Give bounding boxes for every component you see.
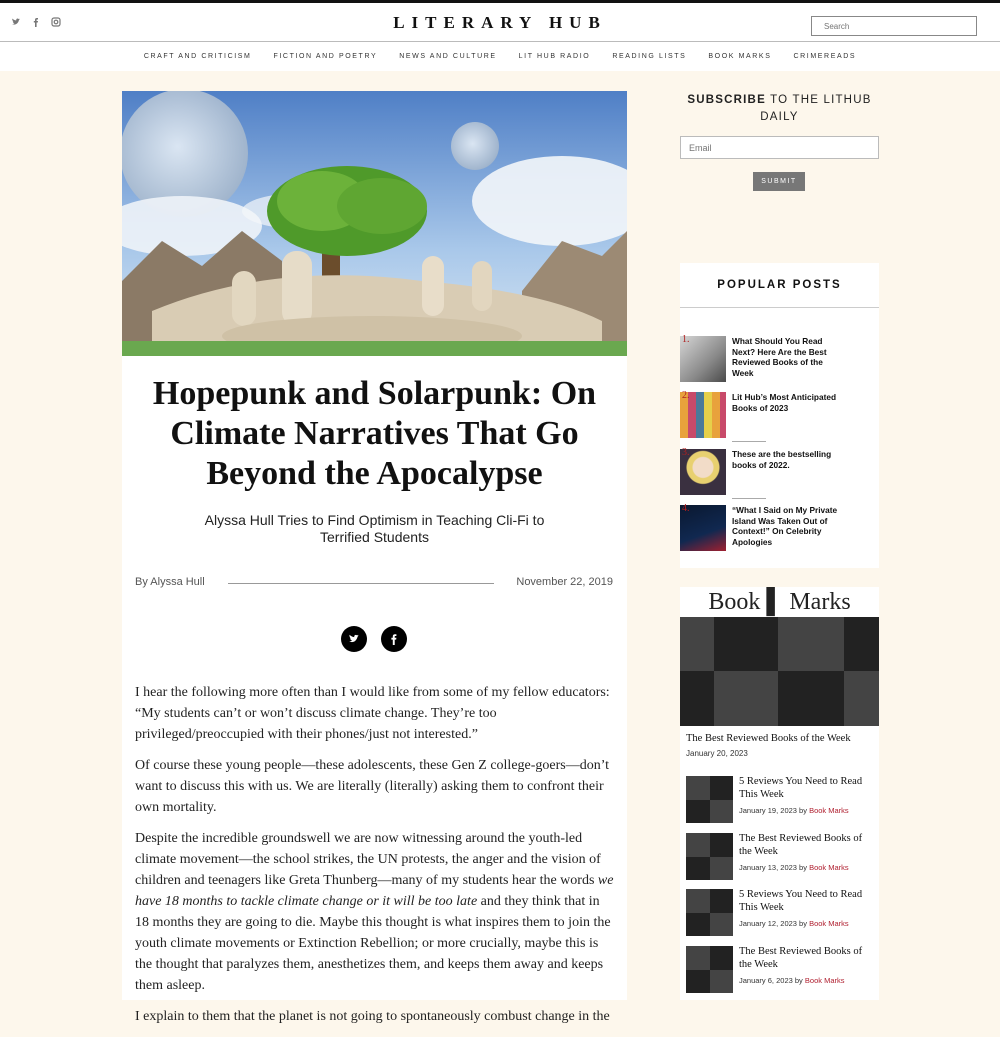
item-thumbnail[interactable] [686,833,733,880]
paragraph: I hear the following more often than I would like from some of my fellow educators: “My students can’t or won’t discuss climate change. They’re too privileged/preoccupied with their phones/just not interested.” [135,685,610,742]
article-body [135,682,615,1037]
feature-image[interactable] [680,617,879,726]
book-marks-item[interactable] [686,833,876,883]
paragraph: Despite the incredible groundswell we are now witnessing around the youth-led climate movement—the school strikes, the UN protests, the anger and the vision of children and teenagers like Greta Thunberg—many of my students hear the words we have 18 months to tackle climate change or it will be too late and they think that in 18 months they are going to die. Maybe this thought is what inspires them to join the youth climate movements or Extinction Rebellion; or more crucially, maybe this is the thought that paralyzes them, anesthetizes them, and keeps them away and keeps them asleep. [135,831,614,993]
post-title[interactable]: What Should You Read Next? Here Are the Best Reviewed Books of the Week [732,336,827,378]
search-input[interactable] [811,16,977,36]
popular-post[interactable] [680,390,879,440]
item-thumbnail[interactable] [686,889,733,936]
article-subtitle: Alyssa Hull Tries to Find Optimism in Teaching Cli-Fi to Terrified Students [204,512,545,545]
divider [732,441,766,442]
book-marks-logo[interactable]: Book ▌ Marks [708,589,851,615]
popular-posts [680,263,879,568]
item-title[interactable]: 5 Reviews You Need to Read This Week [739,776,863,800]
article-date: November 22, 2019 [516,576,613,588]
item-meta: January 12, 2023 by Book Marks [739,919,849,928]
post-number: 2. [682,390,690,401]
item-title[interactable]: 5 Reviews You Need to Read This Week [739,889,863,913]
paragraph: I explain to them that the planet is not going to spontaneously combust change in the [135,1009,610,1024]
hero-image [122,91,627,356]
feature-date: January 20, 2023 [686,749,748,758]
book-marks-widget [680,587,879,1000]
post-number: 1. [682,334,690,345]
divider [732,498,766,499]
nav-item-craft[interactable]: CRAFT AND CRITICISM [143,53,252,60]
popular-post[interactable] [680,503,879,553]
post-number: 4. [682,503,690,514]
facebook-share-button[interactable] [381,626,407,652]
source-link[interactable]: Book Marks [809,863,849,872]
byline-divider [228,583,494,584]
twitter-share-button[interactable] [341,626,367,652]
item-meta: January 19, 2023 by Book Marks [739,806,849,815]
facebook-icon [388,633,400,645]
nav-item-book-marks[interactable]: BOOK MARKS [708,53,772,60]
site-logo[interactable]: LITERARY HUB [393,13,607,32]
main-nav [0,42,1000,71]
book-marks-item[interactable] [686,946,876,996]
popular-post[interactable] [680,447,879,497]
item-title[interactable]: The Best Reviewed Books of the Week [739,833,863,857]
post-title[interactable]: Lit Hub’s Most Anticipated Books of 2023 [732,392,837,413]
feature-title[interactable]: The Best Reviewed Books of the Week [686,733,851,744]
popular-posts-heading: POPULAR POSTS [680,263,879,308]
post-number: 3. [682,447,690,458]
paragraph: Of course these young people—these adolescents, these Gen Z college-goers—don’t want to discuss this with us. We are literally (literally) asking them to confront their own mortality. [135,758,610,815]
emphasis-quote: we have 18 months to tackle climate change or it will be too late [135,873,614,909]
subscribe-heading: SUBSCRIBE TO THE LITHUB DAILY [687,94,872,123]
submit-button[interactable]: SUBMIT [753,172,805,191]
article-title: Hopepunk and Solarpunk: On Climate Narratives That Go Beyond the Apocalypse [152,375,597,492]
source-link[interactable]: Book Marks [809,806,849,815]
twitter-icon [348,633,360,645]
nav-item-fiction[interactable]: FICTION AND POETRY [273,53,378,60]
top-bar [0,0,1000,42]
nav-item-news[interactable]: NEWS AND CULTURE [399,53,497,60]
item-title[interactable]: The Best Reviewed Books of the Week [739,946,863,970]
nav-item-crimereads[interactable]: CRIMEREADS [793,53,857,60]
item-meta: January 13, 2023 by Book Marks [739,863,849,872]
item-meta: January 6, 2023 by Book Marks [739,976,845,985]
book-marks-item[interactable] [686,889,876,939]
item-thumbnail[interactable] [686,946,733,993]
source-link[interactable]: Book Marks [804,976,845,985]
source-link[interactable]: Book Marks [809,919,849,928]
item-thumbnail[interactable] [686,776,733,823]
email-field[interactable] [680,136,879,159]
nav-item-reading-lists[interactable]: READING LISTS [612,53,687,60]
nav-item-radio[interactable]: LIT HUB RADIO [518,53,591,60]
byline[interactable]: By Alyssa Hull [135,576,205,588]
post-title[interactable]: “What I Said on My Private Island Was Taken Out of Context!” On Celebrity Apologies [732,505,838,547]
popular-post[interactable] [680,334,879,384]
book-marks-item[interactable] [686,776,876,826]
post-title[interactable]: These are the bestselling books of 2022. [732,449,832,470]
article [122,356,627,1024]
